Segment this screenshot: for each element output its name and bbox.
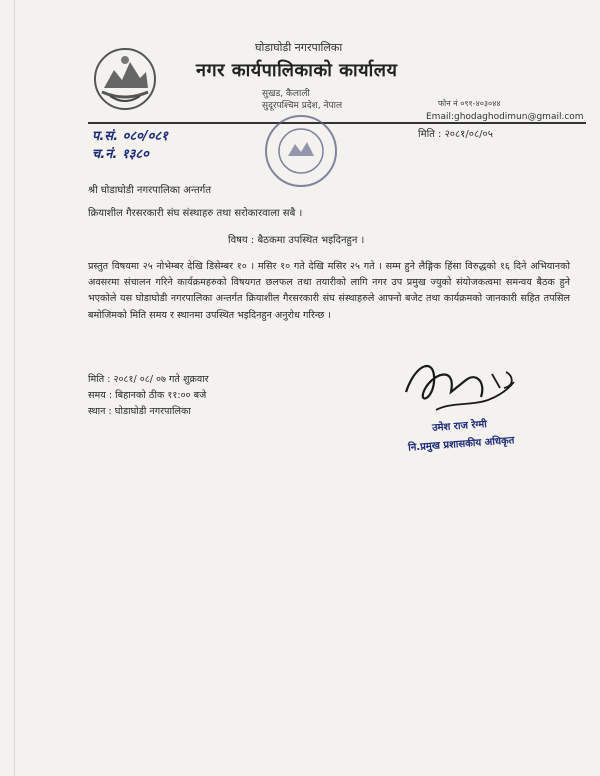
office-seal-icon: [262, 112, 340, 190]
address-line-2: सुदूरपश्चिम प्रदेश, नेपाल: [262, 101, 343, 111]
meeting-place: स्थान : घोडाघोडी नगरपालिका: [88, 406, 191, 417]
dispatch-number: च.नं. १३८०: [92, 147, 149, 162]
office-title: नगर कार्यपालिकाको कार्यालय: [196, 60, 398, 81]
addressee-line-1: श्री घोडाघोडी नगरपालिका अन्तर्गत: [88, 185, 212, 196]
signatory-title: नि.प्रमुख प्रशासकीय अधिकृत: [407, 435, 515, 454]
addressee-line-2: क्रियाशील गैरसरकारी संघ संस्थाहरु तथा सरोकारवाला सबै ।: [88, 208, 303, 219]
municipality-name: घोडाघोडी नगरपालिका: [255, 41, 343, 54]
office-address: [262, 88, 342, 112]
nepal-emblem-icon: [92, 46, 158, 112]
letter-body: प्रस्तुत विषयमा २५ नोभेम्बर देखि डिसेम्बर १० । मसिर १० गते देखि मसिर २५ गते । सम्म हुने लैङ्गिक हिंसा विरुद्धको १६ दिने अभियानको अवसरमा संचालन गरिने कार्यक्रमहरुको विषयगत छलफल तथा तयारीको लागि नगर उप प्रमुख ज्युको संयोजकत्वमा समन्वय बैठक हुने भएकोले यस घोडाघोडी नगरपालिका अन्तर्गत क्रियाशील गैरसरकारी संघ संस्थाहरुले आफ्नो बजेट तथा कार्यक्रमको जानकारी सहित तपसिल बमोजिमको मिति समय र स्थानमा उपस्थित भइदिनहुन अनुरोध गरिन्छ ।: [88, 261, 570, 321]
email-address: Email:ghodaghodimun@gmail.com: [426, 112, 584, 122]
signatory-name: उमेश राज रेग्मी: [431, 419, 488, 434]
meeting-details: [88, 372, 209, 420]
scan-edge: [14, 0, 15, 776]
handwritten-signature: [396, 352, 536, 422]
meeting-time: समय : बिहानको ठीक ११:०० बजे: [88, 390, 207, 401]
reference-number: प.सं. ०८०/०८१: [92, 129, 168, 144]
letter-date: मिति : २०८१/०८/०५: [418, 129, 493, 140]
meeting-date: मिति : २०८१/ ०८/ ०७ गते शुक्रवार: [88, 374, 209, 385]
subject-line: विषय : बैठकमा उपस्थित भइदिनहुन ।: [228, 235, 365, 246]
address-line-1: सुखड, कैलाली: [262, 89, 310, 99]
phone-number: फोन नं ०९१-४०३०४४: [438, 99, 501, 108]
